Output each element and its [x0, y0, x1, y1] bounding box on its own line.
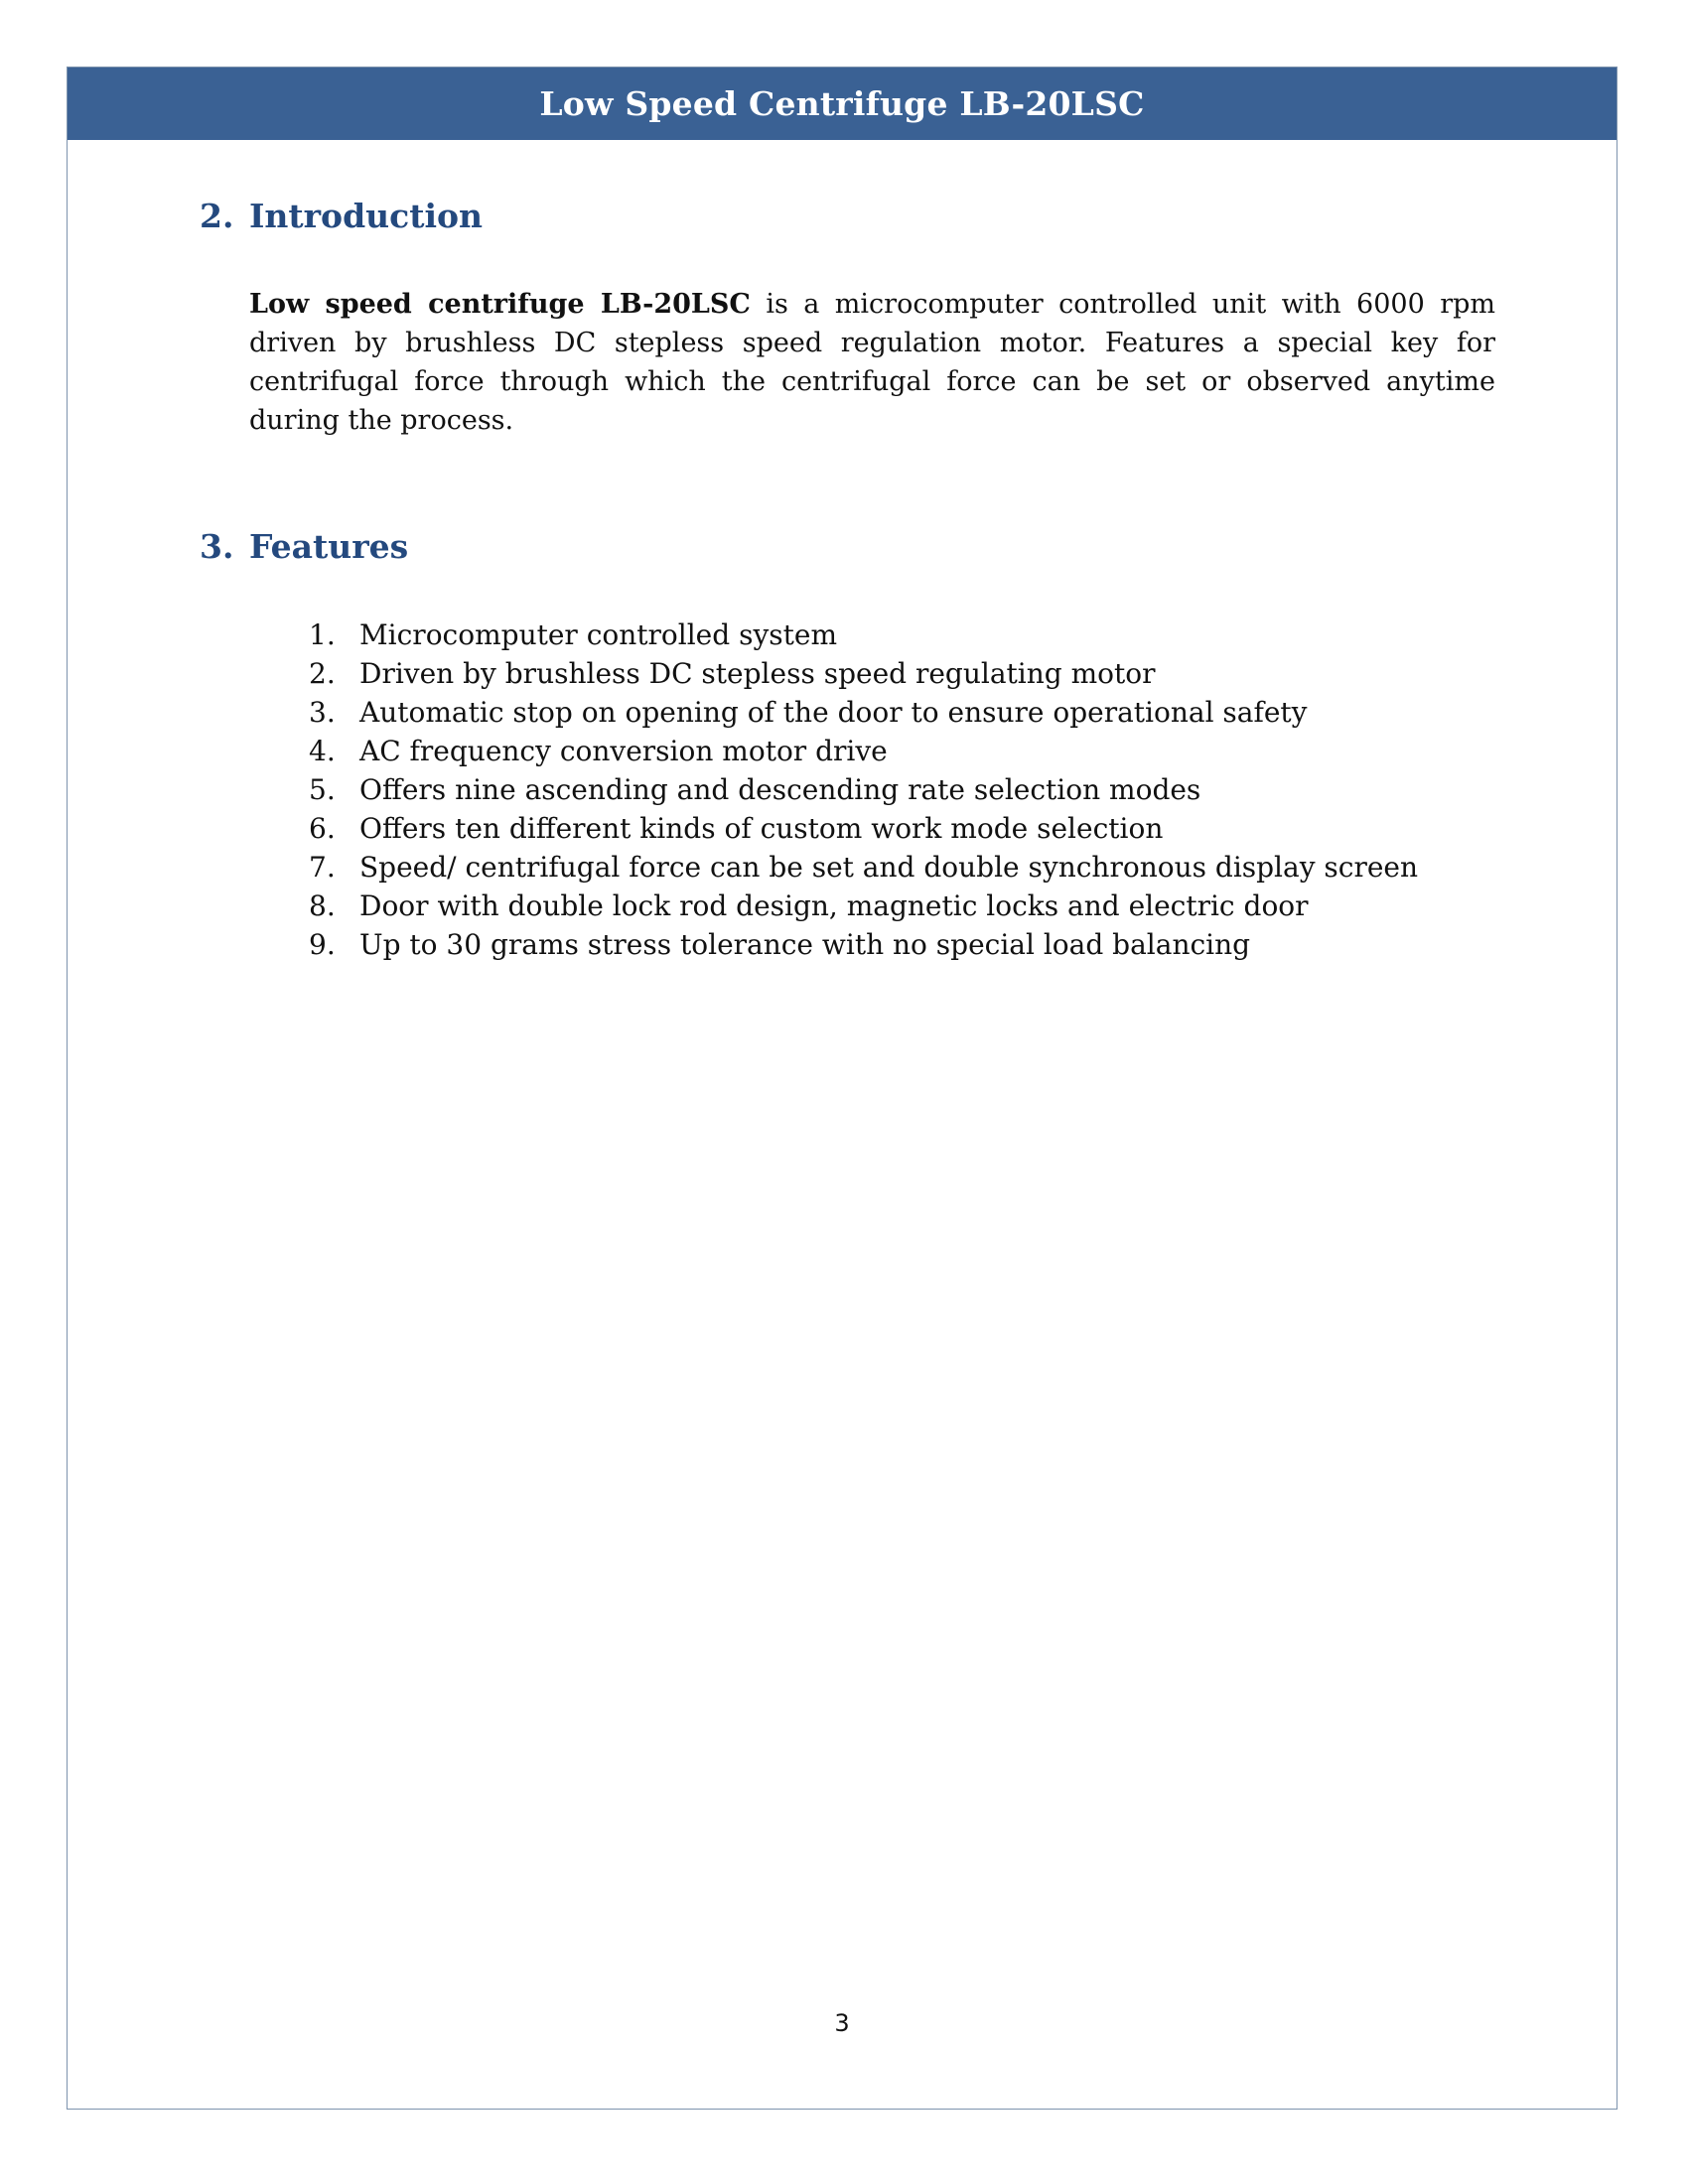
introduction-body: is a microcomputer controlled unit with 6000 rpm driven by brushless DC stepless speed regulation motor. Features a special key for centrifugal force through which the centrifugal force can be set or observed anytime during the process.: [249, 289, 1495, 436]
feature-item-number: 6.: [309, 812, 336, 845]
features-heading: [200, 527, 1555, 566]
feature-item: [309, 887, 1555, 925]
introduction-number: 2.: [200, 197, 234, 235]
page-content: [200, 197, 1555, 964]
feature-item-number: 3.: [309, 696, 336, 729]
header-bar: [68, 68, 1617, 140]
feature-item-number: 8.: [309, 889, 336, 922]
feature-item-text: Offers nine ascending and descending rate selection modes: [359, 773, 1201, 806]
document-title: Low Speed Centrifuge LB-20LSC: [539, 84, 1145, 123]
feature-item-number: 5.: [309, 773, 336, 806]
feature-item-text: Speed/ centrifugal force can be set and double synchronous display screen: [359, 851, 1419, 884]
feature-item-number: 2.: [309, 657, 336, 690]
feature-list: [309, 615, 1555, 964]
feature-item-text: AC frequency conversion motor drive: [359, 735, 888, 767]
feature-item-text: Microcomputer controlled system: [359, 618, 838, 651]
introduction-title: Introduction: [249, 197, 484, 235]
feature-item: [309, 732, 1555, 770]
feature-item: [309, 693, 1555, 732]
features-number: 3.: [200, 527, 234, 566]
feature-item: [309, 925, 1555, 964]
introduction-lead: Low speed centrifuge LB-20LSC: [249, 289, 751, 320]
feature-item-number: 4.: [309, 735, 336, 767]
feature-item-number: 7.: [309, 851, 336, 884]
feature-item-text: Offers ten different kinds of custom work mode selection: [359, 812, 1164, 845]
feature-item-text: Driven by brushless DC stepless speed regulating motor: [359, 657, 1156, 690]
feature-item: [309, 809, 1555, 848]
page-frame: [67, 67, 1618, 2110]
feature-item-text: Up to 30 grams stress tolerance with no special load balancing: [359, 928, 1251, 961]
feature-item-text: Door with double lock rod design, magnetic locks and electric door: [359, 889, 1309, 922]
page-number: 3: [834, 2009, 850, 2037]
feature-item: [309, 654, 1555, 693]
introduction-paragraph: [249, 285, 1495, 440]
feature-item: [309, 848, 1555, 887]
feature-item: [309, 615, 1555, 654]
feature-item: [309, 770, 1555, 809]
feature-item-number: 9.: [309, 928, 336, 961]
features-title: Features: [249, 527, 409, 566]
feature-item-text: Automatic stop on opening of the door to ensure operational safety: [359, 696, 1308, 729]
feature-item-number: 1.: [309, 618, 336, 651]
introduction-heading: [200, 197, 1555, 235]
